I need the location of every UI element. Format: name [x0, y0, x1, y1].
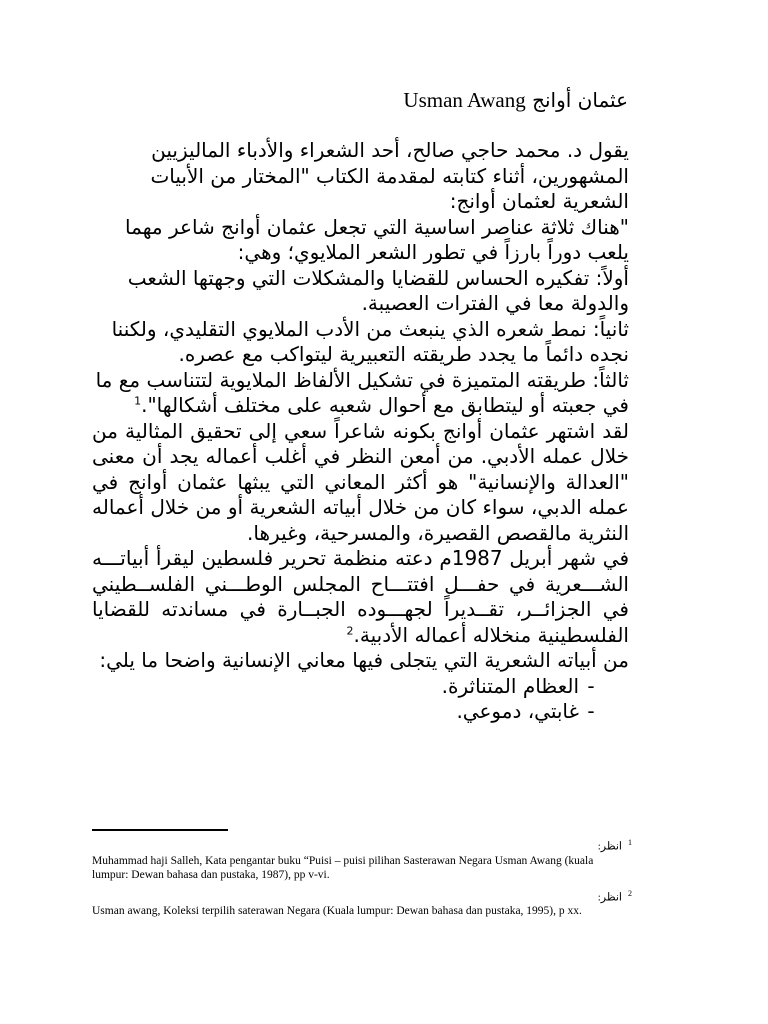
footnote-head: [92, 836, 632, 854]
list-item-text: غابتي، دموعي.: [456, 699, 579, 723]
paragraph-palestine-text: في شهر أبريل 1987م دعته منظمة تحرير فلسطين ليقرأ أبياتـــه الشـــعرية في حفـــل افتتـــاح المجلس الوطـــني الفلســطيني في الجزائــر، تقــديراً لجهـــوده الجبــارة في مساندته للقضايا الفلسطينية منخلاله أعماله الأدبية.: [92, 546, 630, 647]
footnotes: [92, 836, 632, 923]
footnote-1: [92, 836, 632, 882]
list-item: [92, 699, 629, 725]
paragraph-third-element-text: ثالثاً: طريقته المتميزة في تشكيل الألفاظ الملايوية لتتناسب مع ما في جعبته أو ليتطابق مع أحوال شعبه على مختلف أشكالها".: [95, 367, 629, 417]
article-body: [92, 138, 629, 725]
list-dash: -: [587, 699, 595, 723]
footnote-text: Muhammad haji Salleh, Kata pengantar buku “Puisi – puisi pilihan Sasterawan Negara Usman Awang (kuala lumpur: Dewan bahasa dan pustaka, 1987), pp v-vi.: [92, 854, 594, 881]
list-item-text: العظام المتناثرة.: [441, 673, 579, 698]
paragraph-fame: لقد اشتهر عثمان أوانج بكونه شاعراً سعي إلى تحقيق المثالية من خلال عمله الأدبي. من أمعن النظر في أغلب أعماله يجد أن معنى "العدالة والإنسانية" هو أكثر المعاني التي يبثها عثمان أوانج في عمله الدبي، سواء كان من خلال أبياته الشعرية أو من خلال أعماله النثرية مالقصص القصيرة، والمسرحية، وغيرها.: [92, 418, 629, 545]
title-latin: Usman Awang: [403, 88, 526, 112]
poem-list: [92, 674, 629, 725]
paragraph-quote-elements: "هناك ثلاثة عناصر اساسية التي تجعل عثمان أوانج شاعر مهما يلعب دوراً بارزاً في تطور الشعر الملايوي؛ وهي:: [125, 214, 629, 264]
list-dash: -: [587, 673, 595, 698]
paragraph-second-element: ثانياً: نمط شعره الذي ينبعث من الأدب الملايوي التقليدي، ولكننا نجده دائماً ما يجدد طريقته التعبيرية ليتواكب مع عصره.: [111, 316, 629, 366]
footnote-separator: [92, 829, 228, 831]
paragraph-poems-intro: من أبياته الشعرية التي يتجلى فيها معاني الإنسانية واضحا ما يلي:: [99, 648, 629, 672]
paragraph-intro: يقول د. محمد حاجي صالح، أحد الشعراء والأدباء الماليزيين المشهورين، أثناء كتابته لمقدمة الكتاب "المختار من الأبيات الشعرية لعثمان أوانج:: [150, 138, 629, 213]
footnote-head: [92, 887, 632, 905]
list-item: [92, 674, 629, 700]
paragraph-palestine: [92, 546, 629, 648]
paragraph-first-element: أولاً: تفكيره الحساس للقضايا والمشكلات التي وجهتها الشعب والدولة معا في الفترات العصيبة.: [127, 265, 629, 315]
page-title: [100, 86, 628, 114]
paragraph-third-element: [92, 368, 629, 419]
footnote-number: 2: [628, 888, 632, 898]
footnote-ref-1[interactable]: 1: [134, 394, 142, 408]
title-arabic: عثمان أوانج: [532, 88, 628, 112]
footnote-label: انظر:: [597, 891, 622, 904]
footnote-label: انظر:: [597, 840, 622, 853]
footnote-ref-2[interactable]: 2: [346, 623, 354, 637]
footnote-number: 1: [628, 838, 632, 847]
footnote-2: [92, 887, 632, 919]
footnote-text: Usman awang, Koleksi terpilih saterawan Negara (Kuala lumpur: Dewan bahasa dan pustaka, 1995), p xx.: [92, 905, 582, 918]
